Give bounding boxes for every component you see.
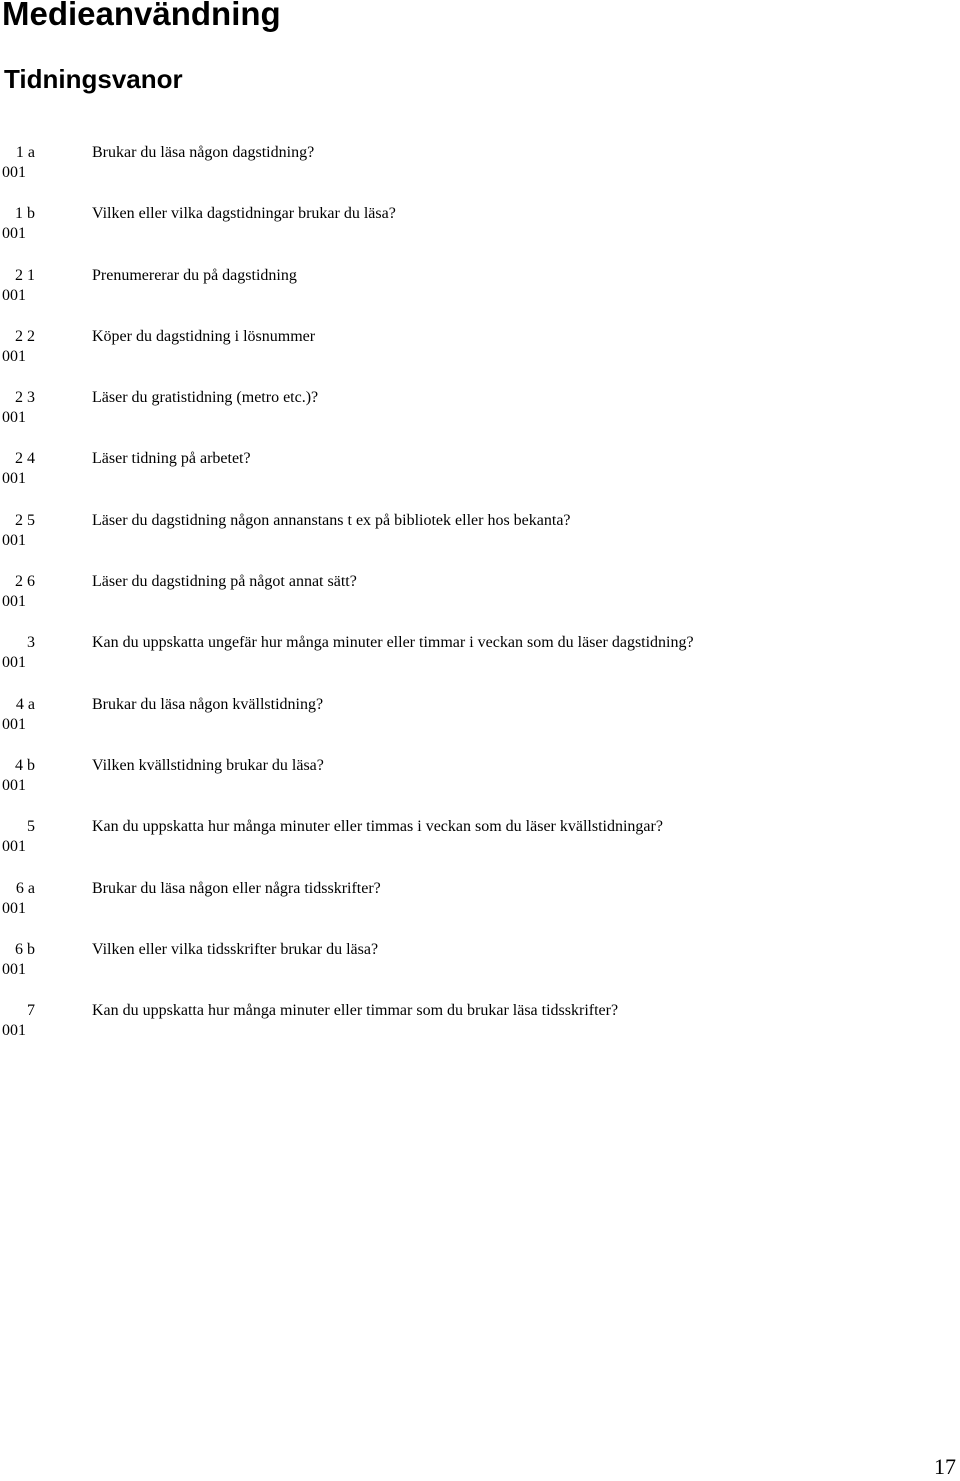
question-number: 2 6	[15, 573, 35, 591]
question-text: Läser du dagstidning någon annanstans t ex på bibliotek eller hos bekanta?	[92, 511, 571, 529]
question-row	[0, 940, 960, 1001]
question-text: Vilken eller vilka tidsskrifter brukar du läsa?	[92, 940, 379, 958]
question-code: 001	[2, 1022, 26, 1040]
question-row	[0, 511, 960, 572]
question-text: Brukar du läsa någon eller några tidsskrifter?	[92, 879, 381, 897]
question-text: Läser tidning på arbetet?	[92, 450, 251, 468]
question-row	[0, 327, 960, 388]
question-code: 001	[2, 531, 26, 549]
question-code: 001	[2, 715, 26, 733]
question-number: 4 a	[15, 695, 35, 713]
question-row	[0, 572, 960, 633]
question-row	[0, 449, 960, 510]
question-number: 5	[27, 818, 35, 836]
question-code: 001	[2, 470, 26, 488]
question-number: 1 a	[15, 144, 35, 161]
question-number: 1 b	[15, 205, 35, 223]
question-text: Läser du gratistidning (metro etc.)?	[92, 389, 319, 407]
question-code: 001	[2, 960, 26, 978]
question-number: 6 b	[15, 940, 35, 958]
question-text: Kan du uppskatta hur många minuter eller timmas i veckan som du läser kvällstidningar?	[92, 818, 663, 836]
question-code: 001	[2, 838, 26, 856]
question-row	[0, 695, 960, 756]
question-row	[0, 633, 960, 694]
page-title: Medieanvändning	[2, 0, 281, 32]
question-row	[0, 817, 960, 878]
question-text: Kan du uppskatta hur många minuter eller timmar som du brukar läsa tidsskrifter?	[92, 1002, 619, 1020]
question-row	[0, 143, 960, 204]
question-number: 3	[27, 634, 35, 652]
question-code: 001	[2, 286, 26, 304]
question-code: 001	[2, 409, 26, 427]
question-code: 001	[2, 164, 26, 181]
question-text: Köper du dagstidning i lösnummer	[92, 327, 316, 345]
question-number: 2 2	[15, 327, 35, 345]
question-row	[0, 1001, 960, 1062]
question-text: Kan du uppskatta ungefär hur många minuter eller timmar i veckan som du läser dagstidning?	[92, 634, 694, 652]
question-number: 2 4	[15, 450, 35, 468]
question-number: 7	[27, 1002, 35, 1020]
section-title: Tidningsvanor	[4, 64, 183, 94]
page-number: 17	[934, 1454, 956, 1479]
question-number: 6 a	[15, 879, 35, 897]
question-code: 001	[2, 654, 26, 672]
question-row	[0, 388, 960, 449]
question-number: 4 b	[15, 756, 35, 774]
question-code: 001	[2, 225, 26, 243]
question-text: Brukar du läsa någon kvällstidning?	[92, 695, 324, 713]
question-list	[0, 143, 960, 1062]
question-number: 2 3	[15, 389, 35, 407]
question-code: 001	[2, 347, 26, 365]
question-row	[0, 879, 960, 940]
question-text: Läser du dagstidning på något annat sätt?	[92, 573, 357, 591]
question-row	[0, 266, 960, 327]
question-text: Brukar du läsa någon dagstidning?	[92, 144, 315, 161]
question-code: 001	[2, 593, 26, 611]
question-number: 2 1	[15, 266, 35, 284]
question-row	[0, 204, 960, 265]
question-text: Prenumererar du på dagstidning	[92, 266, 297, 284]
question-code: 001	[2, 899, 26, 917]
question-text: Vilken kvällstidning brukar du läsa?	[92, 756, 324, 774]
question-code: 001	[2, 776, 26, 794]
question-row	[0, 756, 960, 817]
question-number: 2 5	[15, 511, 35, 529]
question-text: Vilken eller vilka dagstidningar brukar du läsa?	[92, 205, 396, 223]
